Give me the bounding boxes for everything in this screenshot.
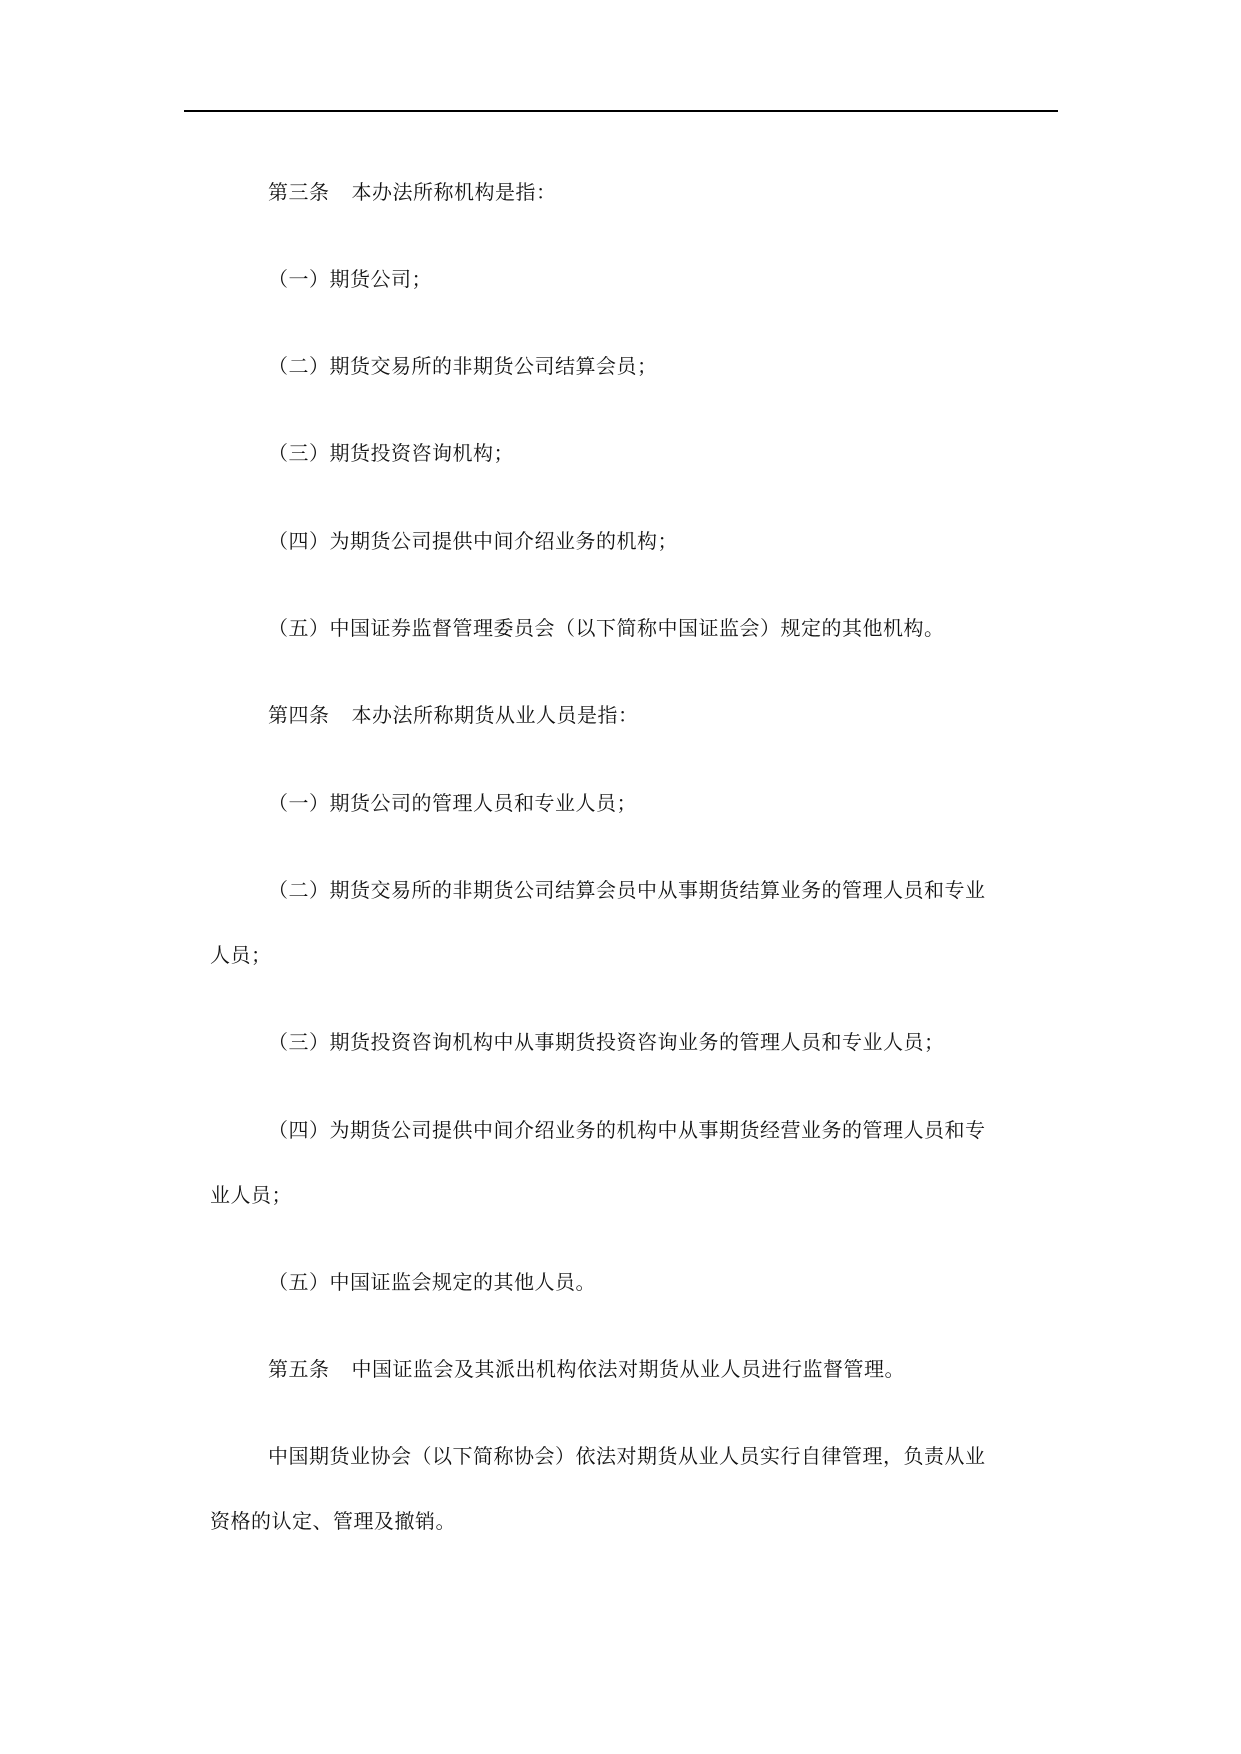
article-4-item-3: （三）期货投资咨询机构中从事期货投资咨询业务的管理人员和专业人员； [268, 1030, 945, 1054]
article-text: 本办法所称期货从业人员是指： [351, 703, 639, 727]
article-3-heading [268, 178, 557, 206]
article-3-item-2: （二）期货交易所的非期货公司结算会员； [268, 354, 658, 378]
article-text: 本办法所称机构是指： [351, 180, 557, 204]
article-text: 中国证监会及其派出机构依法对期货从业人员进行监督管理。 [351, 1357, 905, 1381]
article-3-item-4: （四）为期货公司提供中间介绍业务的机构； [268, 529, 678, 553]
article-label: 第三条 [268, 180, 330, 204]
article-4-heading [268, 701, 639, 729]
article-label: 第四条 [268, 703, 330, 727]
article-4-item-2: （二）期货交易所的非期货公司结算会员中从事期货结算业务的管理人员和专业 [268, 878, 986, 902]
article-4-item-4: （四）为期货公司提供中间介绍业务的机构中从事期货经营业务的管理人员和专 [268, 1118, 986, 1142]
article-4-item-5: （五）中国证监会规定的其他人员。 [268, 1270, 596, 1294]
article-3-item-1: （一）期货公司； [268, 267, 432, 291]
article-3-item-5: （五）中国证券监督管理委员会（以下简称中国证监会）规定的其他机构。 [268, 616, 945, 640]
article-5-paragraph-2-continuation: 资格的认定、管理及撤销。 [210, 1509, 456, 1533]
article-label: 第五条 [268, 1357, 330, 1381]
article-5-heading [268, 1355, 905, 1383]
article-4-item-4-continuation: 业人员； [210, 1183, 292, 1207]
article-3-item-3: （三）期货投资咨询机构； [268, 441, 514, 465]
article-4-item-1: （一）期货公司的管理人员和专业人员； [268, 791, 637, 815]
article-5-paragraph-2: 中国期货业协会（以下简称协会）依法对期货从业人员实行自律管理，负责从业 [268, 1444, 986, 1468]
article-4-item-2-continuation: 人员； [210, 943, 272, 967]
header-rule [184, 110, 1058, 112]
